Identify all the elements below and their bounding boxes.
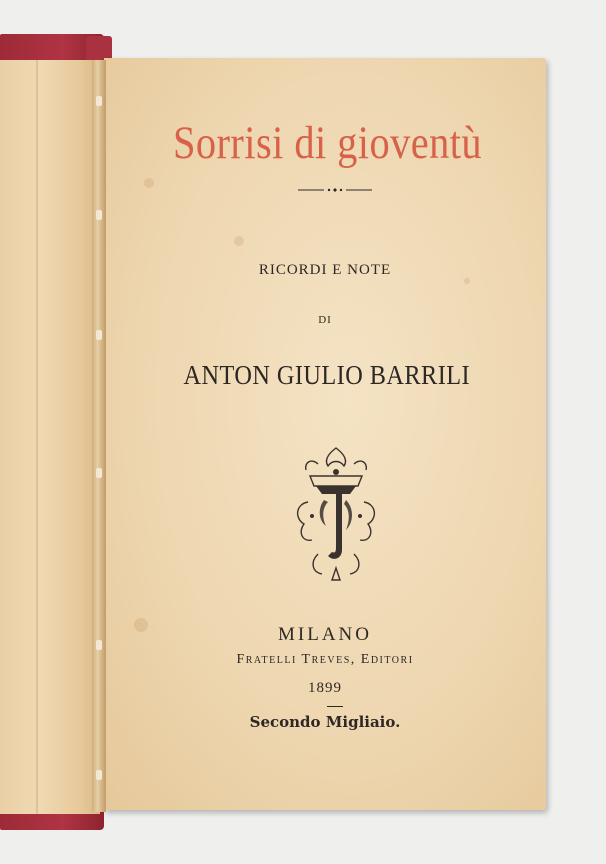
left-page-fold: [36, 60, 38, 814]
author-preposition: DI: [318, 314, 332, 326]
spine-stitch: [96, 640, 102, 650]
publication-year: 1899: [308, 680, 342, 696]
paper-stain: [144, 178, 154, 188]
spine-stitch: [96, 210, 102, 220]
book-title: Sorrisi di gioventù: [172, 117, 483, 169]
spine-stitch: [96, 96, 102, 106]
short-rule: [327, 706, 343, 707]
edition-note: Secondo Migliaio.: [249, 713, 401, 731]
spine-stitch: [96, 330, 102, 340]
publisher-name: Fratelli Treves, Editori: [236, 652, 414, 667]
paper-stain: [234, 236, 244, 246]
spine-stitch: [96, 770, 102, 780]
book-spine: [92, 60, 106, 812]
ornamental-divider-icon: [298, 187, 372, 193]
title-page: [104, 58, 546, 810]
left-page-leaf: [0, 60, 100, 814]
spine-stitch: [96, 468, 102, 478]
publication-city: MILANO: [278, 624, 372, 645]
publisher-emblem-icon: [288, 442, 384, 584]
book-subtitle: RICORDI E NOTE: [258, 262, 392, 278]
author-name: ANTON GIULIO BARRILI: [183, 360, 471, 390]
